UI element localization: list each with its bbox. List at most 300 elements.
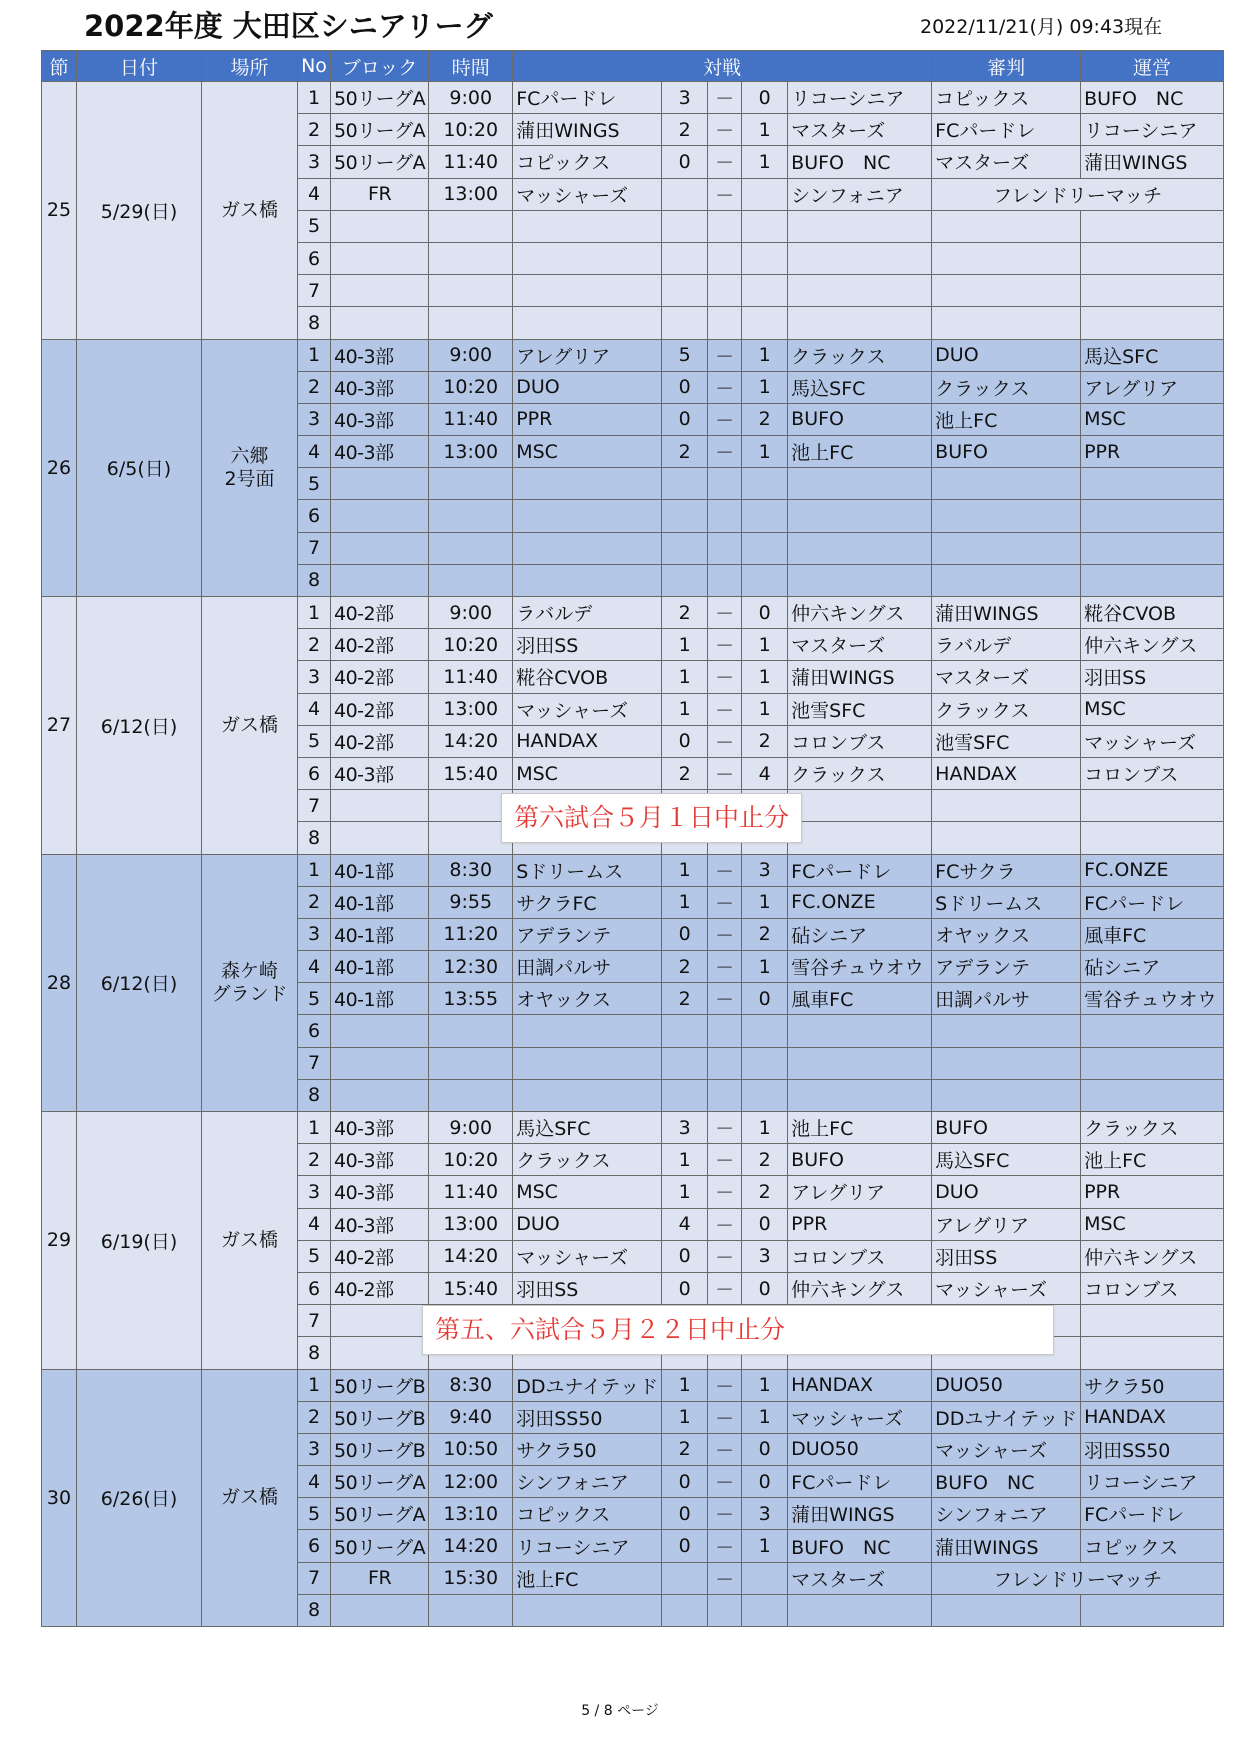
operation-cell bbox=[1081, 1337, 1224, 1369]
block-cell: 40-2部 bbox=[331, 725, 429, 757]
home-score-cell: 5 bbox=[662, 339, 708, 371]
game-no-cell: 5 bbox=[298, 983, 331, 1015]
home-team-cell: MSC bbox=[513, 436, 662, 468]
away-team-cell bbox=[788, 1594, 932, 1626]
game-no-cell: 4 bbox=[298, 178, 331, 210]
game-no-cell: 4 bbox=[298, 1208, 331, 1240]
away-team-cell: リコーシニア bbox=[788, 82, 932, 114]
time-cell: 11:20 bbox=[429, 918, 513, 950]
home-score-cell: 1 bbox=[662, 661, 708, 693]
home-score-cell: 1 bbox=[662, 886, 708, 918]
block-cell bbox=[331, 1594, 429, 1626]
time-cell bbox=[429, 275, 513, 307]
block-cell bbox=[331, 1079, 429, 1111]
game-no-cell: 2 bbox=[298, 1144, 331, 1176]
game-no-cell: 1 bbox=[298, 1369, 331, 1401]
away-team-cell: FC.ONZE bbox=[788, 886, 932, 918]
score-dash-cell bbox=[708, 468, 742, 500]
operation-cell: 雪谷チュウオウ bbox=[1081, 983, 1224, 1015]
away-score-cell: 1 bbox=[742, 951, 788, 983]
time-cell: 9:00 bbox=[429, 597, 513, 629]
home-score-cell: 0 bbox=[662, 371, 708, 403]
block-cell bbox=[331, 1015, 429, 1047]
home-team-cell bbox=[513, 307, 662, 339]
away-score-cell: 1 bbox=[742, 114, 788, 146]
away-team-cell: クラックス bbox=[788, 757, 932, 789]
block-cell: 50リーグA bbox=[331, 146, 429, 178]
time-cell: 14:20 bbox=[429, 1240, 513, 1272]
score-dash-cell: － bbox=[708, 146, 742, 178]
away-team-cell: FCパードレ bbox=[788, 1466, 932, 1498]
away-team-cell: 池上FC bbox=[788, 1112, 932, 1144]
away-score-cell: 1 bbox=[742, 436, 788, 468]
operation-cell: MSC bbox=[1081, 403, 1224, 435]
game-no-cell: 5 bbox=[298, 210, 331, 242]
operation-cell: アレグリア bbox=[1081, 371, 1224, 403]
home-score-cell: 0 bbox=[662, 1498, 708, 1530]
away-score-cell: 2 bbox=[742, 403, 788, 435]
away-team-cell: 蒲田WINGS bbox=[788, 661, 932, 693]
referee-cell: 蒲田WINGS bbox=[932, 597, 1081, 629]
home-team-cell: MSC bbox=[513, 757, 662, 789]
away-team-cell bbox=[788, 790, 932, 822]
game-no-cell: 2 bbox=[298, 114, 331, 146]
home-team-cell: リコーシニア bbox=[513, 1530, 662, 1562]
home-score-cell bbox=[662, 1594, 708, 1626]
home-score-cell: 1 bbox=[662, 1401, 708, 1433]
home-score-cell: 3 bbox=[662, 82, 708, 114]
time-cell: 10:20 bbox=[429, 629, 513, 661]
away-score-cell: 3 bbox=[742, 854, 788, 886]
header-referee: 審判 bbox=[932, 51, 1081, 82]
time-cell: 9:00 bbox=[429, 1112, 513, 1144]
home-score-cell bbox=[662, 275, 708, 307]
away-score-cell: 2 bbox=[742, 1144, 788, 1176]
away-score-cell: 3 bbox=[742, 1240, 788, 1272]
time-cell bbox=[429, 307, 513, 339]
away-team-cell: 砧シニア bbox=[788, 918, 932, 950]
score-dash-cell bbox=[708, 307, 742, 339]
time-cell bbox=[429, 500, 513, 532]
away-team-cell: クラックス bbox=[788, 339, 932, 371]
home-score-cell: 1 bbox=[662, 1369, 708, 1401]
away-score-cell bbox=[742, 1047, 788, 1079]
time-cell: 11:40 bbox=[429, 403, 513, 435]
away-team-cell: 風車FC bbox=[788, 983, 932, 1015]
score-dash-cell bbox=[708, 532, 742, 564]
time-cell: 14:20 bbox=[429, 725, 513, 757]
home-team-cell bbox=[513, 1047, 662, 1079]
score-dash-cell: － bbox=[708, 1466, 742, 1498]
block-cell bbox=[331, 468, 429, 500]
game-no-cell: 7 bbox=[298, 1305, 331, 1337]
away-score-cell bbox=[742, 242, 788, 274]
home-score-cell: 0 bbox=[662, 1530, 708, 1562]
game-no-cell: 8 bbox=[298, 1079, 331, 1111]
block-cell: 50リーグA bbox=[331, 1498, 429, 1530]
block-cell bbox=[331, 790, 429, 822]
game-no-cell: 2 bbox=[298, 629, 331, 661]
operation-cell bbox=[1081, 822, 1224, 854]
date-cell: 6/12(日) bbox=[77, 854, 202, 1112]
away-score-cell bbox=[742, 500, 788, 532]
home-score-cell: 0 bbox=[662, 146, 708, 178]
away-score-cell: 1 bbox=[742, 1401, 788, 1433]
time-cell: 13:00 bbox=[429, 436, 513, 468]
game-no-cell: 3 bbox=[298, 403, 331, 435]
time-cell: 10:20 bbox=[429, 1144, 513, 1176]
operation-cell: 仲六キングス bbox=[1081, 629, 1224, 661]
time-cell bbox=[429, 1047, 513, 1079]
game-no-cell: 6 bbox=[298, 242, 331, 274]
block-cell: 50リーグA bbox=[331, 114, 429, 146]
block-cell bbox=[331, 500, 429, 532]
referee-cell bbox=[932, 564, 1081, 596]
game-no-cell: 7 bbox=[298, 790, 331, 822]
page-footer: 5 / 8 ページ bbox=[581, 1703, 659, 1719]
away-score-cell: 0 bbox=[742, 82, 788, 114]
game-no-cell: 3 bbox=[298, 1433, 331, 1465]
away-score-cell: 1 bbox=[742, 146, 788, 178]
referee-cell: マスターズ bbox=[932, 661, 1081, 693]
operation-cell: PPR bbox=[1081, 1176, 1224, 1208]
score-dash-cell: － bbox=[708, 918, 742, 950]
game-no-cell: 5 bbox=[298, 1498, 331, 1530]
score-dash-cell: － bbox=[708, 371, 742, 403]
away-team-cell bbox=[788, 307, 932, 339]
time-cell: 9:55 bbox=[429, 886, 513, 918]
referee-cell: 池上FC bbox=[932, 403, 1081, 435]
referee-cell bbox=[932, 275, 1081, 307]
referee-cell: コピックス bbox=[932, 82, 1081, 114]
time-cell: 13:00 bbox=[429, 178, 513, 210]
score-dash-cell: － bbox=[708, 757, 742, 789]
time-cell: 8:30 bbox=[429, 1369, 513, 1401]
score-dash-cell: － bbox=[708, 82, 742, 114]
referee-cell: クラックス bbox=[932, 693, 1081, 725]
score-dash-cell bbox=[708, 1594, 742, 1626]
home-team-cell: シンフォニア bbox=[513, 1466, 662, 1498]
score-dash-cell: － bbox=[708, 983, 742, 1015]
operation-cell: マッシャーズ bbox=[1081, 725, 1224, 757]
operation-cell: FCパードレ bbox=[1081, 1498, 1224, 1530]
block-cell: 40-2部 bbox=[331, 661, 429, 693]
game-no-cell: 6 bbox=[298, 1015, 331, 1047]
game-no-cell: 8 bbox=[298, 307, 331, 339]
away-team-cell: BUFO NC bbox=[788, 146, 932, 178]
time-cell: 8:30 bbox=[429, 854, 513, 886]
block-cell: 40-1部 bbox=[331, 854, 429, 886]
referee-cell: マッシャーズ bbox=[932, 1433, 1081, 1465]
away-score-cell: 1 bbox=[742, 339, 788, 371]
away-score-cell bbox=[742, 210, 788, 242]
away-team-cell: 馬込SFC bbox=[788, 371, 932, 403]
time-cell: 9:00 bbox=[429, 82, 513, 114]
time-cell: 10:50 bbox=[429, 1433, 513, 1465]
away-score-cell: 4 bbox=[742, 757, 788, 789]
time-cell: 9:40 bbox=[429, 1401, 513, 1433]
away-team-cell: BUFO bbox=[788, 403, 932, 435]
block-cell: 40-2部 bbox=[331, 597, 429, 629]
home-team-cell: MSC bbox=[513, 1176, 662, 1208]
home-score-cell bbox=[662, 564, 708, 596]
time-cell bbox=[429, 1079, 513, 1111]
friendly-match-cell: フレンドリーマッチ bbox=[932, 178, 1224, 210]
venue-cell: 六郷 2号面 bbox=[202, 339, 298, 597]
away-score-cell bbox=[742, 1594, 788, 1626]
home-team-cell: ラバルデ bbox=[513, 597, 662, 629]
game-no-cell: 3 bbox=[298, 661, 331, 693]
away-score-cell: 1 bbox=[742, 886, 788, 918]
operation-cell: 仲六キングス bbox=[1081, 1240, 1224, 1272]
referee-cell: BUFO bbox=[932, 1112, 1081, 1144]
home-team-cell bbox=[513, 564, 662, 596]
home-score-cell bbox=[662, 1047, 708, 1079]
home-team-cell: 羽田SS bbox=[513, 629, 662, 661]
score-dash-cell bbox=[708, 275, 742, 307]
away-team-cell: マッシャーズ bbox=[788, 1401, 932, 1433]
block-cell bbox=[331, 564, 429, 596]
operation-cell: 蒲田WINGS bbox=[1081, 146, 1224, 178]
referee-cell: Sドリームス bbox=[932, 886, 1081, 918]
away-team-cell bbox=[788, 822, 932, 854]
score-dash-cell: － bbox=[708, 1272, 742, 1304]
score-dash-cell: － bbox=[708, 339, 742, 371]
home-team-cell bbox=[513, 1079, 662, 1111]
block-cell: 40-3部 bbox=[331, 1176, 429, 1208]
home-team-cell bbox=[513, 242, 662, 274]
referee-cell: アデランテ bbox=[932, 951, 1081, 983]
block-cell: 50リーグB bbox=[331, 1401, 429, 1433]
score-dash-cell: － bbox=[708, 1240, 742, 1272]
away-score-cell bbox=[742, 307, 788, 339]
operation-cell: BUFO NC bbox=[1081, 82, 1224, 114]
home-team-cell: PPR bbox=[513, 403, 662, 435]
referee-cell: クラックス bbox=[932, 371, 1081, 403]
home-score-cell: 1 bbox=[662, 693, 708, 725]
away-score-cell: 1 bbox=[742, 1369, 788, 1401]
away-team-cell bbox=[788, 532, 932, 564]
home-team-cell bbox=[513, 532, 662, 564]
operation-cell bbox=[1081, 242, 1224, 274]
away-score-cell: 3 bbox=[742, 1498, 788, 1530]
away-score-cell: 0 bbox=[742, 1208, 788, 1240]
home-team-cell: 蒲田WINGS bbox=[513, 114, 662, 146]
referee-cell: HANDAX bbox=[932, 757, 1081, 789]
away-score-cell: 1 bbox=[742, 1112, 788, 1144]
home-score-cell: 2 bbox=[662, 1433, 708, 1465]
game-no-cell: 8 bbox=[298, 1337, 331, 1369]
referee-cell bbox=[932, 210, 1081, 242]
score-dash-cell: － bbox=[708, 1112, 742, 1144]
home-score-cell bbox=[662, 500, 708, 532]
operation-cell: 馬込SFC bbox=[1081, 339, 1224, 371]
referee-cell: FCパードレ bbox=[932, 114, 1081, 146]
operation-cell bbox=[1081, 532, 1224, 564]
operation-cell: 糀谷CVOB bbox=[1081, 597, 1224, 629]
away-team-cell: 蒲田WINGS bbox=[788, 1498, 932, 1530]
operation-cell: FC.ONZE bbox=[1081, 854, 1224, 886]
block-cell: 50リーグA bbox=[331, 1466, 429, 1498]
block-cell bbox=[331, 1047, 429, 1079]
home-score-cell bbox=[662, 468, 708, 500]
date-cell: 6/26(日) bbox=[77, 1369, 202, 1627]
game-no-cell: 1 bbox=[298, 1112, 331, 1144]
home-score-cell bbox=[662, 532, 708, 564]
block-cell: 40-3部 bbox=[331, 757, 429, 789]
operation-cell: 風車FC bbox=[1081, 918, 1224, 950]
game-no-cell: 3 bbox=[298, 1176, 331, 1208]
score-dash-cell bbox=[708, 500, 742, 532]
home-team-cell: 馬込SFC bbox=[513, 1112, 662, 1144]
home-team-cell: DDユナイテッド bbox=[513, 1369, 662, 1401]
game-no-cell: 3 bbox=[298, 146, 331, 178]
referee-cell: マスターズ bbox=[932, 146, 1081, 178]
away-team-cell: コロンブス bbox=[788, 1240, 932, 1272]
game-no-cell: 3 bbox=[298, 918, 331, 950]
home-team-cell: 糀谷CVOB bbox=[513, 661, 662, 693]
block-cell: 40-3部 bbox=[331, 371, 429, 403]
away-team-cell bbox=[788, 1015, 932, 1047]
score-dash-cell: － bbox=[708, 1562, 742, 1594]
time-cell bbox=[429, 1015, 513, 1047]
header-match: 対戦 bbox=[513, 51, 932, 82]
time-cell: 9:00 bbox=[429, 339, 513, 371]
home-team-cell: サクラ50 bbox=[513, 1433, 662, 1465]
round-number-cell: 28 bbox=[42, 854, 77, 1112]
game-no-cell: 6 bbox=[298, 1530, 331, 1562]
home-score-cell: 0 bbox=[662, 1466, 708, 1498]
home-team-cell: DUO bbox=[513, 371, 662, 403]
referee-cell: BUFO NC bbox=[932, 1466, 1081, 1498]
venue-cell: ガス橋 bbox=[202, 1369, 298, 1627]
operation-cell: MSC bbox=[1081, 1208, 1224, 1240]
referee-cell: DUO50 bbox=[932, 1369, 1081, 1401]
away-score-cell: 0 bbox=[742, 1433, 788, 1465]
game-no-cell: 5 bbox=[298, 1240, 331, 1272]
referee-cell: オヤックス bbox=[932, 918, 1081, 950]
time-cell bbox=[429, 468, 513, 500]
referee-cell: BUFO bbox=[932, 436, 1081, 468]
block-cell: 50リーグB bbox=[331, 1433, 429, 1465]
time-cell bbox=[429, 532, 513, 564]
block-cell: 50リーグA bbox=[331, 82, 429, 114]
home-team-cell: 羽田SS50 bbox=[513, 1401, 662, 1433]
table-row bbox=[42, 854, 1224, 886]
header-place: 場所 bbox=[202, 51, 298, 82]
home-score-cell: 1 bbox=[662, 1176, 708, 1208]
away-team-cell: 池上FC bbox=[788, 436, 932, 468]
date-cell: 6/5(日) bbox=[77, 339, 202, 597]
referee-cell: 羽田SS bbox=[932, 1240, 1081, 1272]
operation-cell bbox=[1081, 468, 1224, 500]
home-score-cell: 1 bbox=[662, 854, 708, 886]
home-score-cell: 0 bbox=[662, 918, 708, 950]
block-cell: 40-1部 bbox=[331, 918, 429, 950]
score-dash-cell: － bbox=[708, 178, 742, 210]
score-dash-cell: － bbox=[708, 693, 742, 725]
home-score-cell: 2 bbox=[662, 757, 708, 789]
table-row bbox=[42, 82, 1224, 114]
referee-cell: シンフォニア bbox=[932, 1498, 1081, 1530]
away-team-cell: PPR bbox=[788, 1208, 932, 1240]
home-score-cell: 2 bbox=[662, 597, 708, 629]
score-dash-cell: － bbox=[708, 114, 742, 146]
score-dash-cell: － bbox=[708, 1433, 742, 1465]
home-team-cell: アデランテ bbox=[513, 918, 662, 950]
referee-cell: DDユナイテッド bbox=[932, 1401, 1081, 1433]
date-cell: 6/12(日) bbox=[77, 597, 202, 855]
away-team-cell bbox=[788, 1079, 932, 1111]
referee-cell bbox=[932, 500, 1081, 532]
score-dash-cell: － bbox=[708, 1208, 742, 1240]
game-no-cell: 5 bbox=[298, 468, 331, 500]
game-no-cell: 2 bbox=[298, 1401, 331, 1433]
referee-cell bbox=[932, 242, 1081, 274]
friendly-match-cell: フレンドリーマッチ bbox=[932, 1562, 1224, 1594]
score-dash-cell: － bbox=[708, 1401, 742, 1433]
home-score-cell bbox=[662, 178, 708, 210]
score-dash-cell bbox=[708, 1047, 742, 1079]
score-dash-cell: － bbox=[708, 854, 742, 886]
away-score-cell: 0 bbox=[742, 1272, 788, 1304]
away-score-cell: 1 bbox=[742, 693, 788, 725]
table-row bbox=[42, 339, 1224, 371]
game-no-cell: 1 bbox=[298, 82, 331, 114]
block-cell bbox=[331, 532, 429, 564]
home-team-cell: マッシャーズ bbox=[513, 1240, 662, 1272]
game-no-cell: 1 bbox=[298, 339, 331, 371]
home-score-cell: 2 bbox=[662, 951, 708, 983]
venue-cell: ガス橋 bbox=[202, 597, 298, 855]
game-no-cell: 7 bbox=[298, 532, 331, 564]
header-block: ブロック bbox=[331, 51, 429, 82]
home-team-cell: 池上FC bbox=[513, 1562, 662, 1594]
away-score-cell: 0 bbox=[742, 1466, 788, 1498]
game-no-cell: 7 bbox=[298, 1047, 331, 1079]
away-team-cell: シンフォニア bbox=[788, 178, 932, 210]
block-cell: 40-3部 bbox=[331, 1208, 429, 1240]
referee-cell bbox=[932, 307, 1081, 339]
away-score-cell: 1 bbox=[742, 629, 788, 661]
operation-cell bbox=[1081, 275, 1224, 307]
operation-cell: HANDAX bbox=[1081, 1401, 1224, 1433]
operation-cell: コロンブス bbox=[1081, 1272, 1224, 1304]
block-cell bbox=[331, 822, 429, 854]
page-title: 2022年度 大田区シニアリーグ bbox=[84, 9, 493, 43]
home-team-cell: FCパードレ bbox=[513, 82, 662, 114]
timestamp: 2022/11/21(月) 09:43現在 bbox=[920, 16, 1163, 38]
block-cell bbox=[331, 1337, 429, 1369]
away-team-cell: マスターズ bbox=[788, 114, 932, 146]
away-team-cell: BUFO bbox=[788, 1144, 932, 1176]
time-cell: 13:10 bbox=[429, 1498, 513, 1530]
operation-cell: リコーシニア bbox=[1081, 1466, 1224, 1498]
home-score-cell: 1 bbox=[662, 629, 708, 661]
time-cell bbox=[429, 242, 513, 274]
away-team-cell bbox=[788, 500, 932, 532]
away-score-cell bbox=[742, 1079, 788, 1111]
block-cell: FR bbox=[331, 1562, 429, 1594]
away-team-cell bbox=[788, 210, 932, 242]
game-no-cell: 7 bbox=[298, 275, 331, 307]
score-dash-cell bbox=[708, 210, 742, 242]
score-dash-cell: － bbox=[708, 403, 742, 435]
away-score-cell: 1 bbox=[742, 1530, 788, 1562]
game-no-cell: 8 bbox=[298, 564, 331, 596]
game-no-cell: 1 bbox=[298, 597, 331, 629]
home-score-cell bbox=[662, 242, 708, 274]
